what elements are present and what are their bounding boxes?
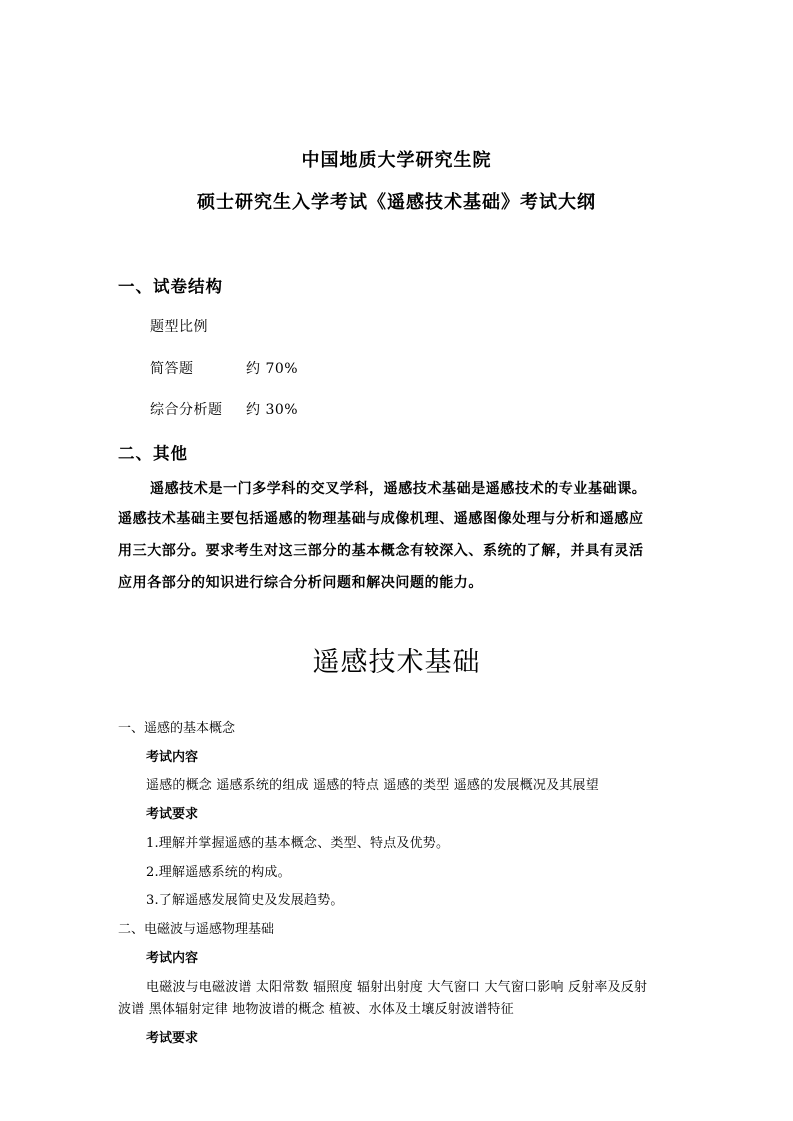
section1-content: 遥感的概念 遥感系统的组成 遥感的特点 遥感的类型 遥感的发展概况及其展望 <box>146 778 599 793</box>
question-ratio-short-answer: 约 70% <box>246 361 299 377</box>
section2-content-label: 考试内容 <box>146 951 199 966</box>
part2-paragraph-line1: 遥感技术是一门多学科的交叉学科，遥感技术基础是遥感技术的专业基础课。 <box>150 481 647 497</box>
section1-content-label: 考试内容 <box>146 750 199 765</box>
document-title-line1: 中国地质大学研究生院 <box>301 150 492 171</box>
proportion-label: 题型比例 <box>150 319 208 335</box>
section1-requirements-label: 考试要求 <box>146 807 199 822</box>
document-title-line2: 硕士研究生入学考试《遥感技术基础》考试大纲 <box>197 192 596 213</box>
part2-paragraph-line4: 应用各部分的知识进行综合分析问题和解决问题的能力。 <box>118 575 483 591</box>
section1-requirement-2: 2.理解遥感系统的构成。 <box>146 865 291 880</box>
question-type-analysis: 综合分析题 <box>150 402 223 418</box>
section2-content-line1: 电磁波与电磁波谱 太阳常数 辐照度 辐射出射度 大气窗口 大气窗口影响 反射率及反射 <box>146 980 648 995</box>
course-title: 遥感技术基础 <box>312 647 481 678</box>
part2-paragraph-line3: 用三大部分。要求考生对这三部分的基本概念有较深入、系统的了解，并具有灵活 <box>118 543 644 559</box>
part1-heading: 一、试卷结构 <box>118 277 223 296</box>
part2-paragraph-line2: 遥感技术基础主要包括遥感的物理基础与成像机理、遥感图像处理与分析和遥感应 <box>118 511 644 527</box>
section2-heading: 二、电磁波与遥感物理基础 <box>118 922 275 937</box>
section2-content-line2: 波谱 黑体辐射定律 地物波谱的概念 植被、水体及土壤反射波谱特征 <box>118 1002 514 1017</box>
part2-heading: 二、其他 <box>118 444 188 463</box>
section1-requirement-3: 3.了解遥感发展简史及发展趋势。 <box>146 893 344 908</box>
section1-heading: 一、遥感的基本概念 <box>118 721 236 736</box>
section1-requirement-1: 1.理解并掌握遥感的基本概念、类型、特点及优势。 <box>146 836 450 851</box>
section2-requirements-label: 考试要求 <box>146 1031 199 1046</box>
question-type-short-answer: 简答题 <box>150 361 194 377</box>
question-ratio-analysis: 约 30% <box>246 402 299 418</box>
